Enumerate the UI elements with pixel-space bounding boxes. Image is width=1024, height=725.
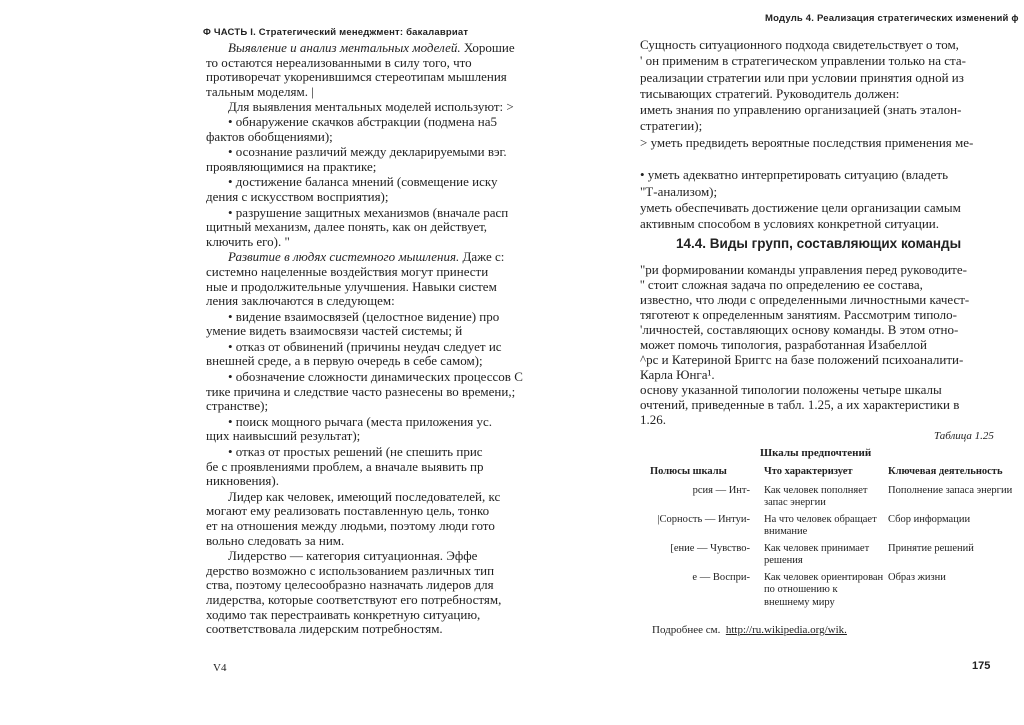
text-line: тисывающих стратегий. Руководитель должен: [640, 85, 900, 101]
text-line: соответствовала лидерским потребностям. [206, 621, 443, 637]
text-line: стратегии); [640, 118, 703, 134]
text-line: противоречат укоренившимся стереотипам мышления [206, 69, 507, 85]
text-line: "ри формировании команды управления перед руководите- [640, 262, 967, 277]
text-line: Лидерство — категория ситуационная. Эффе [228, 548, 478, 564]
text-line: • уметь адекватно интерпретировать ситуацию (владеть [640, 167, 948, 183]
table-cell: Принятие решений [888, 542, 974, 554]
table-cell: Как человек ориентирован по отношению к внешнему миру [764, 571, 884, 608]
text-line: может помочь типология, разработанная Изабеллой [640, 337, 927, 352]
text-line: тяготеют к определенным занятиям. Рассмотрим типоло- [640, 307, 957, 322]
text-run: Хорошие [460, 40, 515, 55]
text-line: ' он применим в стратегическом управлении только на ста- [640, 53, 966, 69]
text-line: Карла Юнга¹. [640, 367, 715, 382]
table-header-row [650, 466, 1018, 479]
text-line: внешней среде, а в первую очередь в себе самом); [206, 353, 483, 369]
column-header: Ключевая деятельность [888, 466, 1003, 477]
text-line: • разрушение защитных механизмов (вначале расп [228, 204, 509, 220]
text-line: лидерства, которые соответствуют его потребностям, [206, 591, 502, 607]
text-line: тике причина и следствие часто разнесены во времени,; [206, 383, 516, 399]
text-line: щитный механизм, далее понять, как он действует, [206, 219, 488, 235]
table-cell: Пополнение запаса энергии [888, 484, 1013, 496]
text-line: ет на отношения между людьми, поэтому люди гото [206, 518, 495, 533]
text-line: никновения). [206, 473, 279, 489]
text-line: ^рс и Катериной Бриггс на базе положений психоаналити- [640, 352, 964, 367]
text-line: Лидер как человек, имеющий последователей, кс [228, 488, 501, 504]
text-line: • поиск мощного рычага (места приложения ус. [228, 413, 492, 429]
text-line: ходимо так перестраивать конкретную ситуацию, [206, 606, 481, 622]
footnote-link[interactable]: http://ru.wikipedia.org/wik. [725, 624, 847, 636]
text-line: проявляющимися на практике; [206, 158, 377, 174]
text-line: дерство возможно с использованием различных тип [206, 562, 495, 578]
table-cell: Образ жизни [888, 571, 946, 583]
preferences-table [650, 466, 1018, 612]
right-page-number: 175 [972, 660, 991, 672]
text-line: щих наивысший результат); [206, 428, 361, 444]
text-line: > уметь предвидеть вероятные последствия применения ме- [640, 134, 974, 150]
text-line: Для выявления ментальных моделей используют: > [228, 99, 514, 115]
left-running-header: Φ ЧАСТЬ I. Стратегический менеджмент: бакалавриат [203, 27, 469, 38]
text-line: дения с искусством восприятия); [206, 188, 389, 204]
italic-lead: Выявление и анализ ментальных моделей. [228, 40, 461, 55]
table-cell: Как человек принимает решения [764, 542, 870, 566]
text-line: системно нацеленные воздействия могут принести [206, 263, 489, 279]
text-line: • видение взаимосвязей (целостное видение) про [228, 308, 500, 324]
text-line: • отказ от простых решений (не спешить прис [228, 444, 483, 460]
column-header: Полюсы шкалы [650, 466, 727, 477]
table-cell: е — Воспри- [692, 571, 750, 583]
text-line: бе с проявлениями проблем, а вначале выявить пр [206, 458, 484, 474]
text-line: ства, поэтому целесообразно назначать лидеров для [206, 577, 494, 593]
text-line: очтений, приведенные в табл. 1.25, а их характеристики в [640, 397, 960, 412]
table-cell: Сбор информации [888, 513, 971, 525]
column-header: Что характеризует [764, 466, 853, 477]
table-row [650, 572, 1018, 610]
table-row [650, 485, 1018, 511]
text-line [640, 151, 973, 167]
text-line: то остаются нереализованными в силу того, что [206, 54, 472, 70]
italic-lead: Развитие в людях системного мышления. [228, 249, 460, 265]
text-line: 1.26. [640, 412, 666, 427]
text-line: '' стоит сложная задача по определению ее состава, [640, 277, 923, 292]
text-line: • достижение баланса мнений (совмещение иску [228, 174, 498, 190]
text-line: могают ему реализовать поставленную цель, тонко [206, 503, 490, 519]
table-row [650, 543, 1018, 569]
text-line: • обозначение сложности динамических процессов С [228, 369, 523, 385]
text-line: реализации стратегии или при условии принятия одной из [640, 69, 964, 85]
text-line: активным способом в условиях конкретной ситуации. [640, 216, 939, 232]
text-line: ления заключаются в следующем: [206, 293, 395, 309]
table-cell: На что человек обращает внимание [764, 513, 877, 537]
right-running-header: Модуль 4. Реализация стратегических изменений ϕ [765, 13, 1019, 24]
table-cell: [ение — Чувство- [670, 542, 750, 554]
section-heading: 14.4. Виды групп, составляющих команды [676, 236, 962, 251]
text-line: • осознание различий между декларируемыми вэг. [228, 144, 507, 160]
table-title: Шкалы предпочтений [760, 447, 872, 459]
table-cell: рсия — Инт- [692, 484, 750, 496]
left-page-body [206, 41, 523, 637]
section-body [640, 262, 969, 427]
text-line: основу указанной типологии положены четыре шкалы [640, 382, 942, 397]
table-row [650, 514, 1018, 540]
text-run: Даже с: [459, 249, 505, 265]
text-line: ные и продолжительные улучшения. Навыки систем [206, 278, 497, 294]
footnote-text: Подробнее см. [652, 624, 721, 636]
text-line: фактов обобщениями); [206, 128, 333, 144]
table-cell: Как человек пополняет запас энергии [764, 484, 868, 508]
text-line: известно, что люди с определенными личностными качест- [640, 292, 970, 307]
text-line: иметь знания по управлению организацией (знать эталон- [640, 102, 962, 118]
text-line: странстве); [206, 398, 269, 414]
left-page-number: V4 [213, 662, 227, 674]
text-line: • отказ от обвинений (причины неудач следует ис [228, 338, 502, 354]
text-line [206, 250, 523, 265]
text-line: Сущность ситуационного подхода свидетельствует о том, [640, 37, 959, 52]
text-line: 'личностей, составляющих основу команды. В этом отно- [640, 322, 959, 337]
text-line: вольно следовать за ним. [206, 532, 345, 548]
text-line: • обнаружение скачков абстракции (подмена на5 [228, 113, 497, 129]
table-caption: Таблица 1.25 [934, 430, 994, 442]
text-line: тальным моделям. | [206, 83, 314, 99]
text-line: умение видеть взаимосвязи частей системы; й [206, 323, 463, 339]
text-line: ключить его). " [206, 233, 290, 249]
text-line: "Т-анализом); [640, 183, 718, 199]
table-cell: |Сорность — Интуи- [657, 513, 750, 525]
text-line [206, 41, 523, 56]
text-line: уметь обеспечивать достижение цели организации самым [640, 199, 961, 215]
right-page-body [640, 37, 973, 233]
footnote [652, 624, 847, 636]
